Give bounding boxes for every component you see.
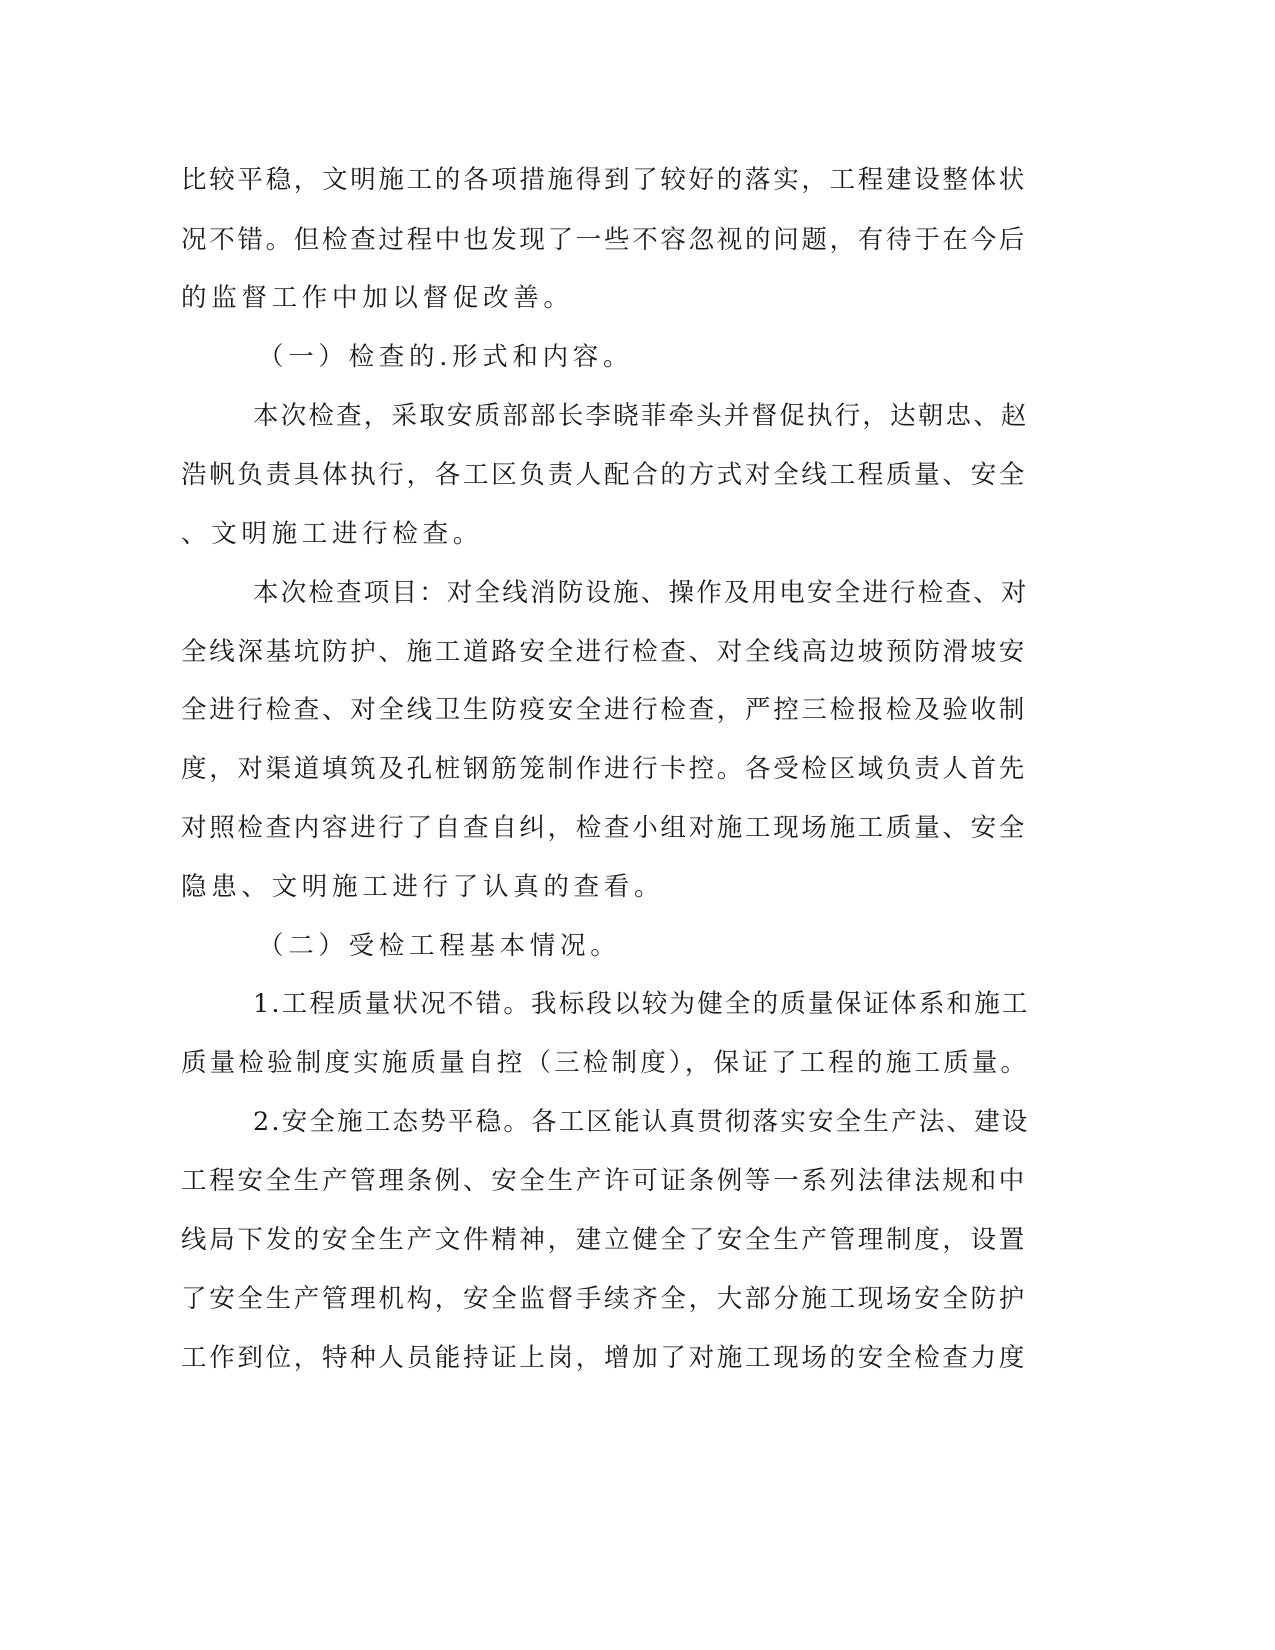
p5-line-4: 了安全生产管理机构，安全监督手续齐全，大部分施工现场安全防护	[181, 1284, 1028, 1314]
section-heading-2: （二）受检工程基本情况。	[258, 931, 621, 961]
p1-line-3: 的监督工作中加以督促改善。	[181, 283, 574, 313]
p3-line-2: 全线深基坑防护、施工道路安全进行检查、对全线高边坡预防滑坡安	[181, 637, 1028, 667]
p3-line-1: 本次检查项目：对全线消防设施、操作及用电安全进行检查、对	[253, 578, 1029, 608]
p2-line-2: 浩帆负责具体执行，各工区负责人配合的方式对全线工程质量、安全	[181, 460, 1028, 490]
p5-line-2: 工程安全生产管理条例、安全生产许可证条例等一系列法律法规和中	[181, 1166, 1028, 1196]
p1-line-1: 比较平稳，文明施工的各项措施得到了较好的落实，工程建设整体状	[181, 165, 1028, 195]
p3-line-4: 度，对渠道填筑及孔桩钢筋笼制作进行卡控。各受检区域负责人首先	[181, 754, 1028, 784]
p4-line-1: 1.工程质量状况不错。我标段以较为健全的质量保证体系和施工	[253, 989, 1030, 1019]
p3-line-3: 全进行检查、对全线卫生防疫安全进行检查，严控三检报检及验收制	[181, 695, 1028, 725]
p1-line-2: 况不错。但检查过程中也发现了一些不容忽视的问题，有待于在今后	[181, 225, 1028, 255]
p5-line-5: 工作到位，特种人员能持证上岗，增加了对施工现场的安全检查力度	[181, 1343, 1028, 1373]
p2-line-1: 本次检查，采取安质部部长李晓菲牵头并督促执行，达朝忠、赵	[253, 401, 1029, 431]
p4-line-2: 质量检验制度实施质量自控（三检制度），保证了工程的施工质量。	[181, 1048, 1030, 1078]
p3-line-5: 对照检查内容进行了自查自纠，检查小组对施工现场施工质量、安全	[181, 813, 1028, 843]
p2-line-3: 、文明施工进行检查。	[181, 519, 484, 549]
p3-line-6: 隐患、文明施工进行了认真的查看。	[181, 872, 665, 902]
p5-line-3: 线局下发的安全生产文件精神，建立健全了安全生产管理制度，设置	[181, 1225, 1028, 1255]
p5-line-1: 2.安全施工态势平稳。各工区能认真贯彻落实安全生产法、建设	[253, 1107, 1030, 1137]
section-heading-1: （一）检查的.形式和内容。	[258, 342, 634, 372]
